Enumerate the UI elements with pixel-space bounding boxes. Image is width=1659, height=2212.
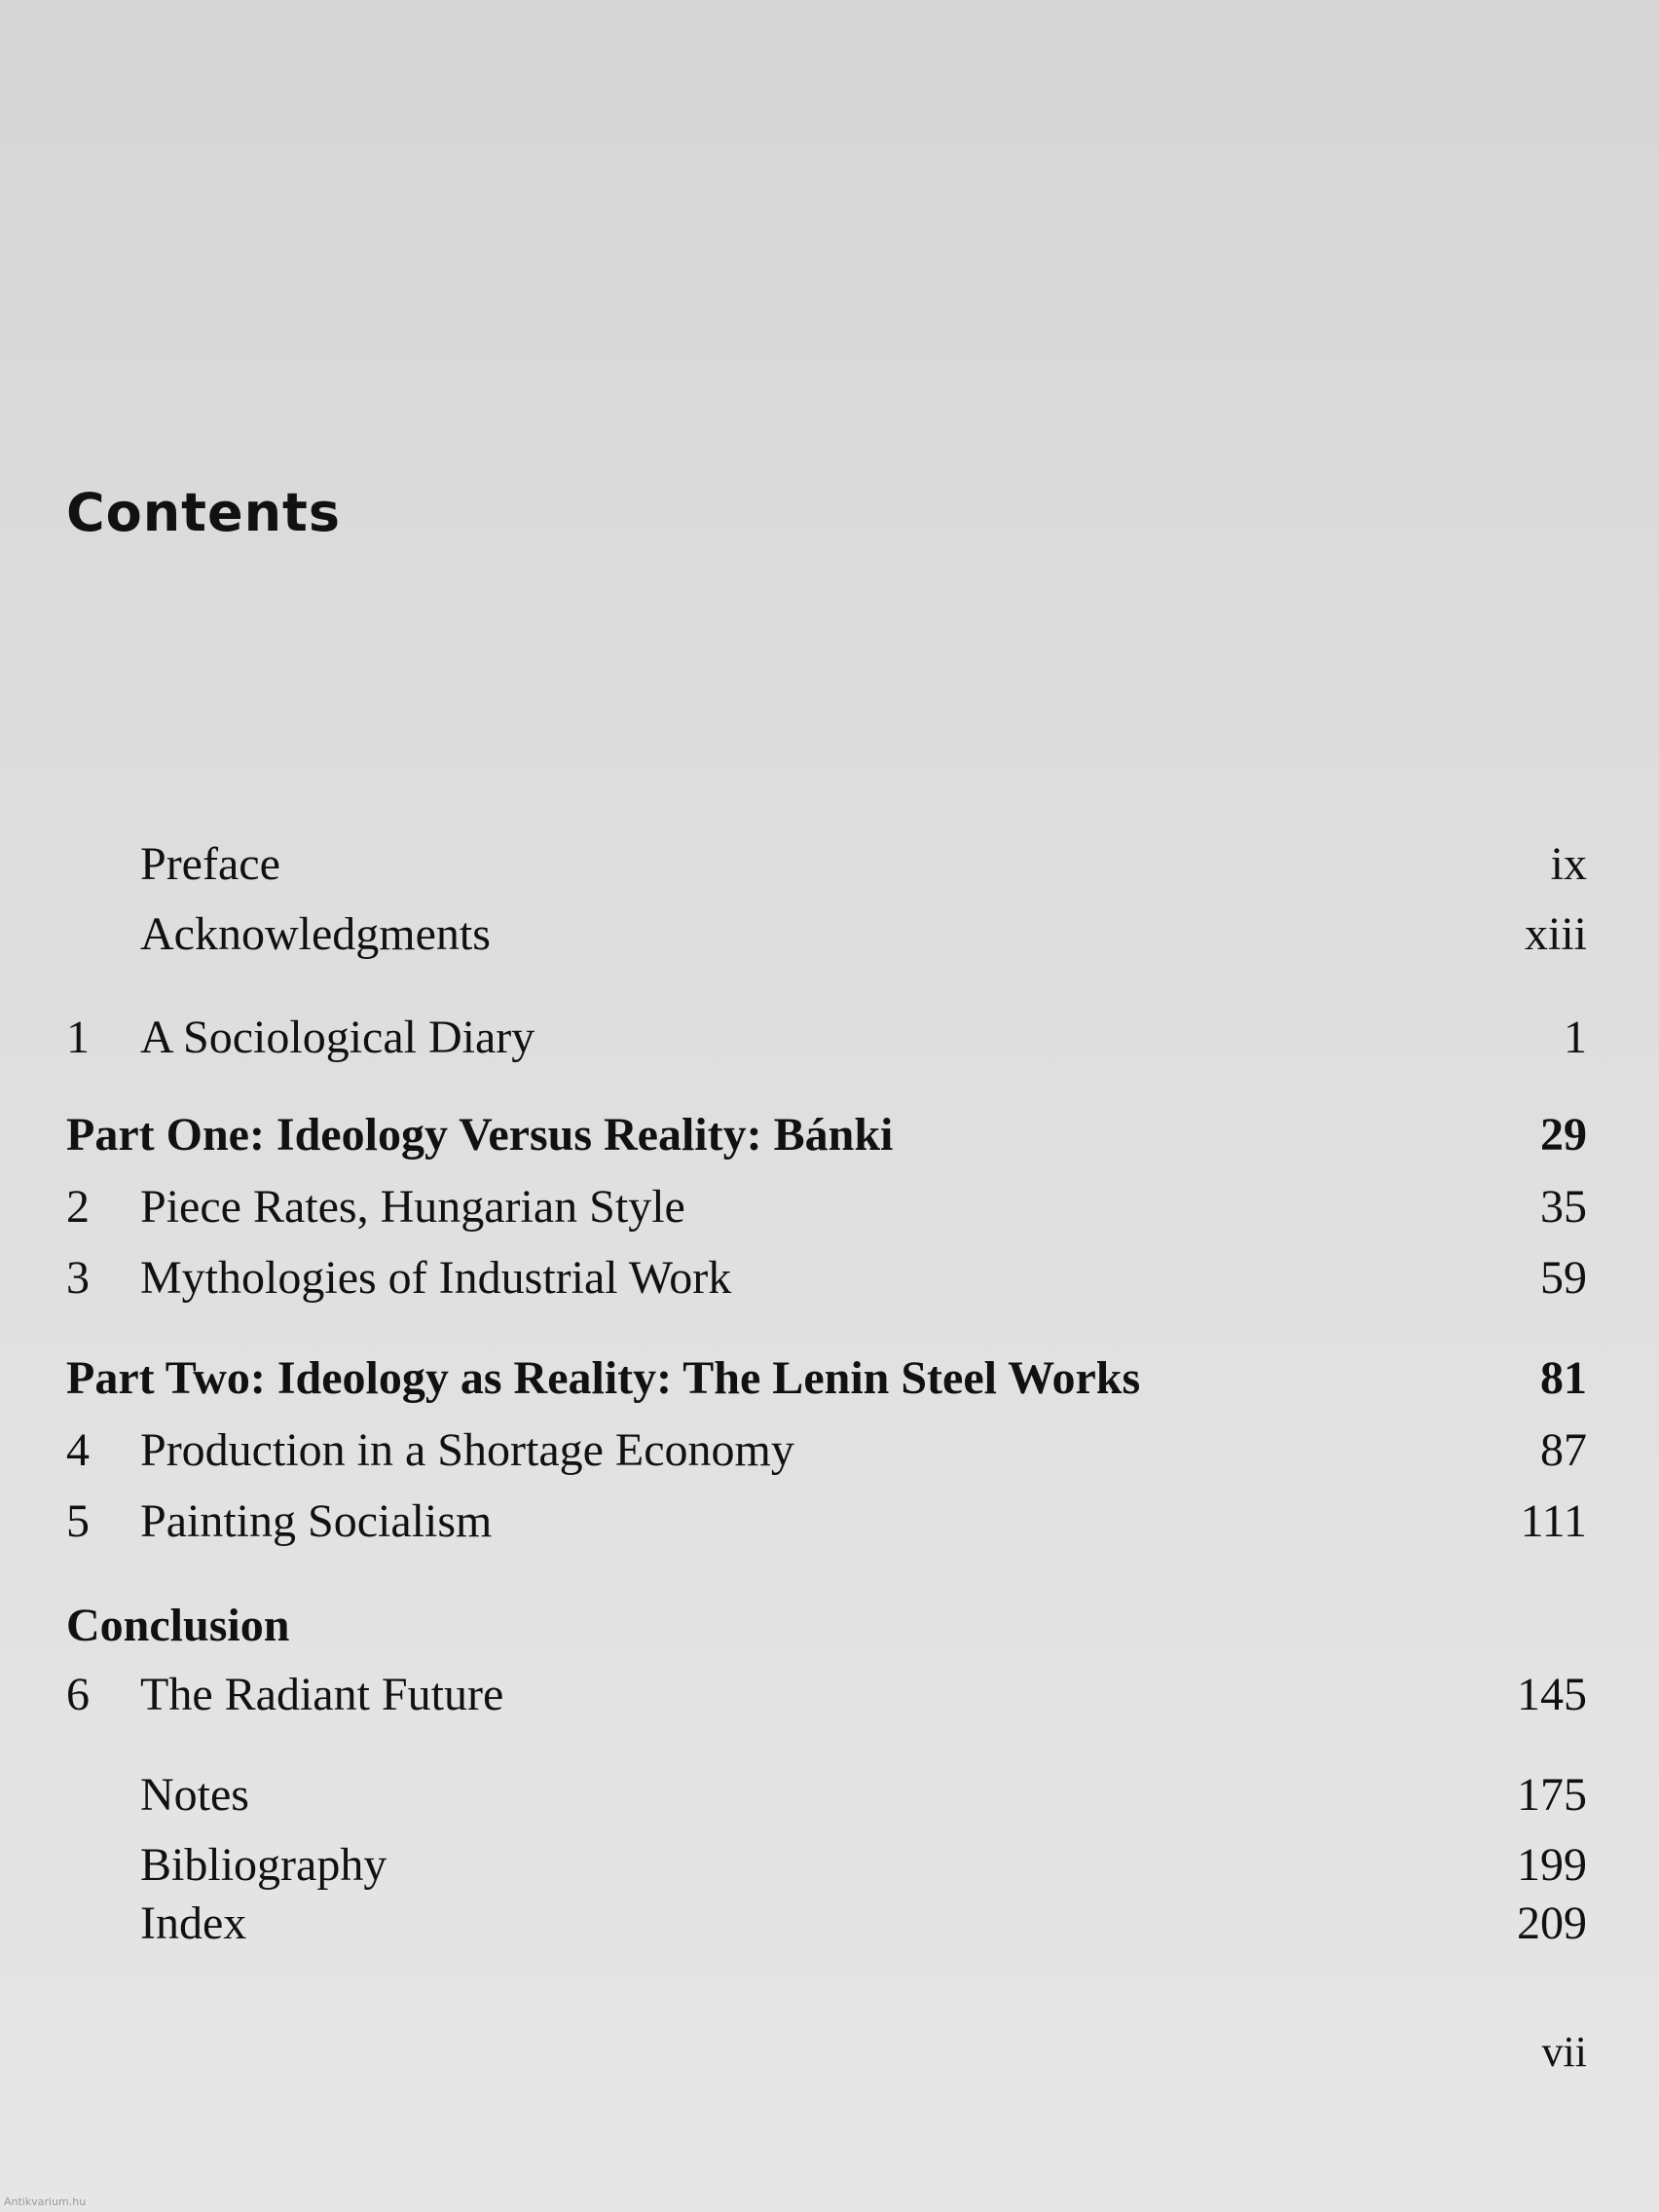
toc-entry-page: 29 bbox=[1540, 1109, 1587, 1161]
toc-entry-page: 199 bbox=[1517, 1839, 1587, 1891]
toc-entry-page: 175 bbox=[1517, 1769, 1587, 1821]
toc-entry-title: Bibliography bbox=[140, 1839, 387, 1891]
toc-part-title: Part Two: Ideology as Reality: The Lenin Steel Works bbox=[66, 1352, 1141, 1404]
toc-entry-chapter-1[interactable] bbox=[66, 1009, 1587, 1067]
toc-entry-number: 5 bbox=[66, 1495, 90, 1547]
toc-entry-chapter-4[interactable] bbox=[66, 1421, 1587, 1480]
toc-entry-bibliography[interactable] bbox=[66, 1836, 1587, 1895]
toc-part-title: Conclusion bbox=[66, 1600, 290, 1651]
toc-entry-acknowledgments[interactable] bbox=[66, 905, 1587, 964]
toc-entry-title: Production in a Shortage Economy bbox=[140, 1424, 794, 1476]
toc-entry-number: 6 bbox=[66, 1669, 90, 1720]
toc-entry-title: Painting Socialism bbox=[140, 1495, 493, 1547]
toc-entry-title: The Radiant Future bbox=[140, 1669, 504, 1720]
toc-entry-title: Acknowledgments bbox=[140, 908, 491, 960]
toc-part-one-heading[interactable] bbox=[66, 1106, 1587, 1164]
toc-entry-chapter-5[interactable] bbox=[66, 1493, 1587, 1551]
toc-entry-page: 111 bbox=[1520, 1495, 1587, 1547]
toc-entry-chapter-3[interactable] bbox=[66, 1249, 1587, 1308]
toc-entry-title: Piece Rates, Hungarian Style bbox=[140, 1181, 685, 1233]
page-title: Contents bbox=[66, 482, 342, 543]
toc-conclusion-heading[interactable] bbox=[66, 1597, 1587, 1655]
toc-entry-page: 1 bbox=[1564, 1012, 1587, 1063]
toc-entry-page: 87 bbox=[1540, 1424, 1587, 1476]
toc-entry-number: 2 bbox=[66, 1181, 90, 1233]
toc-entry-title: Notes bbox=[140, 1769, 249, 1821]
toc-entry-chapter-2[interactable] bbox=[66, 1178, 1587, 1236]
watermark: Antikvarium.hu bbox=[4, 2195, 87, 2208]
toc-entry-title: A Sociological Diary bbox=[140, 1012, 535, 1063]
toc-entry-page: ix bbox=[1550, 838, 1587, 890]
toc-entry-page: 59 bbox=[1540, 1252, 1587, 1304]
toc-part-title: Part One: Ideology Versus Reality: Bánki bbox=[66, 1109, 894, 1161]
toc-entry-title: Index bbox=[140, 1898, 247, 1949]
toc-entry-page: 35 bbox=[1540, 1181, 1587, 1233]
toc-entry-page: 209 bbox=[1517, 1898, 1587, 1949]
toc-entry-preface[interactable] bbox=[66, 835, 1587, 894]
toc-entry-index[interactable] bbox=[66, 1895, 1587, 1953]
toc-entry-number: 1 bbox=[66, 1012, 90, 1063]
toc-entry-number: 3 bbox=[66, 1252, 90, 1304]
toc-entry-chapter-6[interactable] bbox=[66, 1666, 1587, 1724]
toc-entry-notes[interactable] bbox=[66, 1766, 1587, 1825]
page-number: vii bbox=[1541, 2028, 1587, 2076]
toc-entry-page: 81 bbox=[1540, 1352, 1587, 1404]
toc-entry-number: 4 bbox=[66, 1424, 90, 1476]
toc-entry-title: Mythologies of Industrial Work bbox=[140, 1252, 732, 1304]
toc-entry-page: xiii bbox=[1524, 908, 1587, 960]
toc-part-two-heading[interactable] bbox=[66, 1349, 1587, 1408]
toc-entry-page: 145 bbox=[1517, 1669, 1587, 1720]
toc-entry-title: Preface bbox=[140, 838, 280, 890]
